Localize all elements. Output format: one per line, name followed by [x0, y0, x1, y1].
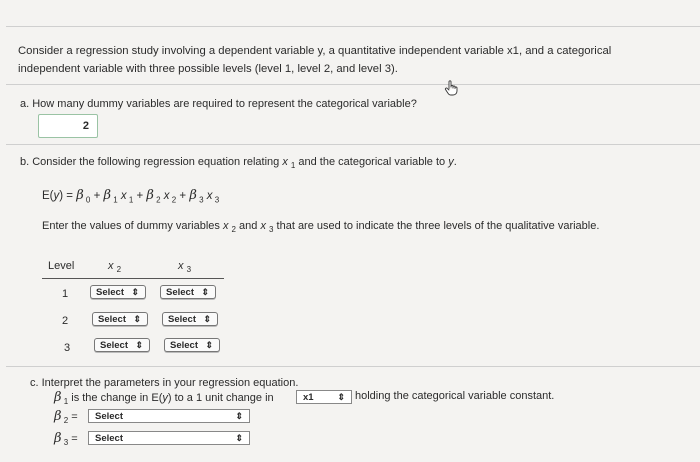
beta-symbol: β — [54, 390, 62, 405]
beta1-interpretation: β $_1$ is the change in E(y) to a 1 unit change in — [54, 390, 274, 407]
regression-equation: E(y) = β $_0$ + β $_1$ x $_1$ + β $_2$ x $_2$ + β $_3$ x $_3$ — [42, 188, 220, 205]
section-divider-1 — [6, 84, 700, 85]
x3-select-level-1[interactable] — [160, 285, 216, 299]
table-instruction: Enter the values of dummy variables x $_2$ and x $_3$ that are used to indicate the three levels of the qualitative variable. — [42, 220, 600, 235]
select-label: Select — [166, 287, 194, 298]
select-label: Select — [170, 340, 198, 351]
answer-a-input[interactable]: 2 — [38, 114, 98, 138]
updown-arrow-icon: ⇕ — [235, 433, 243, 443]
top-divider — [6, 26, 700, 27]
updown-arrow-icon: ⇕ — [131, 287, 139, 297]
beta2-select[interactable] — [88, 409, 250, 423]
intro-line-1: Consider a regression study involving a dependent variable y, a quantitative independent variable x1, and a categorical — [18, 45, 612, 57]
x2-select-level-3[interactable] — [94, 338, 150, 352]
select-label: Select — [95, 411, 123, 422]
x2-select-level-2[interactable] — [92, 312, 148, 326]
header-rule — [42, 278, 224, 279]
problem-intro — [18, 42, 678, 78]
beta3-select[interactable] — [88, 431, 250, 445]
beta3-label: β $_3$ = — [54, 431, 78, 448]
header-x2: x $_2$ — [108, 260, 122, 275]
x2-select-level-1[interactable] — [90, 285, 146, 299]
row-level: 1 — [62, 288, 69, 300]
updown-arrow-icon: ⇕ — [133, 314, 141, 324]
row-level: 3 — [64, 342, 71, 354]
updown-arrow-icon: ⇕ — [205, 340, 213, 350]
question-b: b. Consider the following regression equation relating x $_1$ and the categorical variable to y. — [20, 156, 457, 171]
x3-select-level-2[interactable] — [162, 312, 218, 326]
header-level: Level — [48, 260, 75, 272]
section-divider-2 — [6, 144, 700, 145]
select-label: x1 — [303, 392, 314, 403]
x3-select-level-3[interactable] — [164, 338, 220, 352]
select-label: Select — [98, 314, 126, 325]
hand-pointer-icon — [444, 80, 458, 99]
updown-arrow-icon: ⇕ — [203, 314, 211, 324]
beta2-label: β $_2$ = — [54, 409, 78, 426]
row-level: 2 — [62, 315, 69, 327]
header-x3: x $_3$ — [178, 260, 192, 275]
select-label: Select — [168, 314, 196, 325]
beta1-variable-select[interactable] — [296, 390, 352, 404]
updown-arrow-icon: ⇕ — [235, 411, 243, 421]
updown-arrow-icon: ⇕ — [201, 287, 209, 297]
beta1-suffix: holding the categorical variable constant. — [355, 390, 555, 402]
intro-line-2: independent variable with three possible levels (level 1, level 2, and level 3). — [18, 63, 398, 75]
updown-arrow-icon: ⇕ — [337, 392, 345, 402]
question-c: c. Interpret the parameters in your regression equation. — [30, 377, 299, 389]
select-label: Select — [95, 433, 123, 444]
select-label: Select — [96, 287, 124, 298]
updown-arrow-icon: ⇕ — [135, 340, 143, 350]
select-label: Select — [100, 340, 128, 351]
section-divider-3 — [6, 366, 700, 367]
question-a: a. How many dummy variables are required to represent the categorical variable? — [20, 98, 417, 110]
